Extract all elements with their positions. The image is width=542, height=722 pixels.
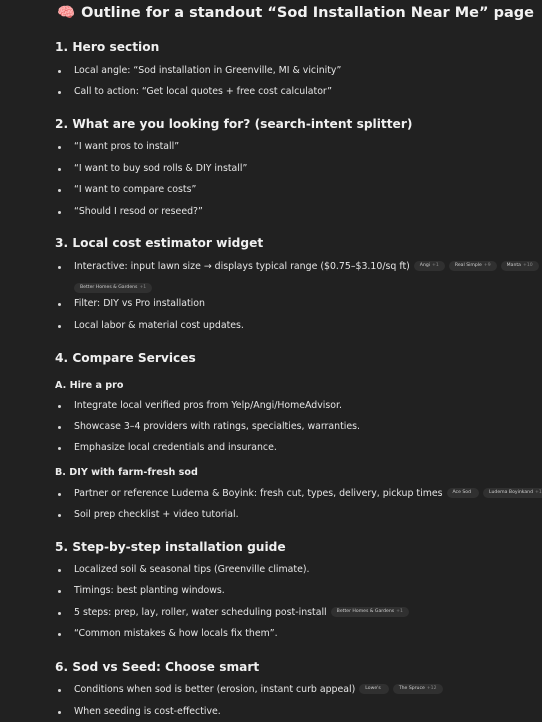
list-item: Localized soil & seasonal tips (Greenville climate).: [62, 564, 310, 576]
citation-chip[interactable]: Ludema Boyinkand +1: [483, 488, 542, 498]
subheading-hire-pro: A. Hire a pro: [55, 380, 124, 391]
list-item: Local angle: “Sod installation in Greenville, MI & vicinity”: [62, 65, 341, 77]
list-item: Local labor & material cost updates.: [62, 320, 244, 332]
section-heading-hero: 1. Hero section: [55, 40, 160, 54]
section-heading-estimator: 3. Local cost estimator widget: [55, 236, 264, 250]
citation-chip[interactable]: The Spruce +12: [393, 684, 443, 694]
list-item: “Common mistakes & how locals fix them”.: [62, 628, 278, 640]
section-heading-compare: 4. Compare Services: [55, 351, 196, 365]
list-item: Partner or reference Ludema & Boyink: fresh cut, types, delivery, pickup times Ace Sod Ludema Boyinkand +1: [62, 488, 542, 500]
list-item: “Should I resod or reseed?”: [62, 206, 203, 218]
citation-row: [74, 278, 152, 297]
section-heading-intent: 2. What are you looking for? (search-intent splitter): [55, 117, 413, 131]
list-item: When seeding is cost-effective.: [62, 706, 221, 718]
list-item: Filter: DIY vs Pro installation: [62, 298, 205, 310]
list-item: Integrate local verified pros from Yelp/Angi/HomeAdvisor.: [62, 400, 342, 412]
citation-chip[interactable]: Manta +10: [501, 261, 539, 271]
section-heading-guide: 5. Step-by-step installation guide: [55, 540, 286, 554]
citation-chip[interactable]: Real Simple +9: [449, 261, 497, 271]
list-item: Conditions when sod is better (erosion, instant curb appeal) Lowe's The Spruce +12: [62, 684, 443, 696]
list-item: Timings: best planting windows.: [62, 585, 225, 597]
list-item: Showcase 3–4 providers with ratings, specialties, warranties.: [62, 421, 360, 433]
citation-chip[interactable]: Ace Sod: [447, 488, 480, 498]
list-item: Emphasize local credentials and insurance.: [62, 442, 277, 454]
subheading-diy: B. DIY with farm-fresh sod: [55, 467, 198, 478]
page-title: 🧠 Outline for a standout “Sod Installation Near Me” page: [57, 5, 534, 21]
citation-chip[interactable]: Angi +1: [414, 261, 445, 271]
citation-chip[interactable]: Better Homes & Gardens +1: [331, 607, 409, 617]
citation-chip[interactable]: Lowe's: [359, 684, 389, 694]
list-item: “I want to compare costs”: [62, 184, 196, 196]
list-item: “I want pros to install”: [62, 141, 179, 153]
list-item: Interactive: input lawn size → displays typical range ($0.75–$3.10/sq ft) Angi +1 Real Simple +9 Manta +10: [62, 261, 539, 273]
section-heading-sod-vs-seed: 6. Sod vs Seed: Choose smart: [55, 660, 260, 674]
brain-icon: 🧠: [57, 5, 76, 21]
list-item: Call to action: “Get local quotes + free cost calculator”: [62, 86, 332, 98]
citation-chip[interactable]: Better Homes & Gardens +1: [74, 283, 152, 293]
list-item: 5 steps: prep, lay, roller, water scheduling post-install Better Homes & Gardens +1: [62, 607, 409, 619]
list-item: Soil prep checklist + video tutorial.: [62, 509, 239, 521]
list-item: “I want to buy sod rolls & DIY install”: [62, 163, 247, 175]
